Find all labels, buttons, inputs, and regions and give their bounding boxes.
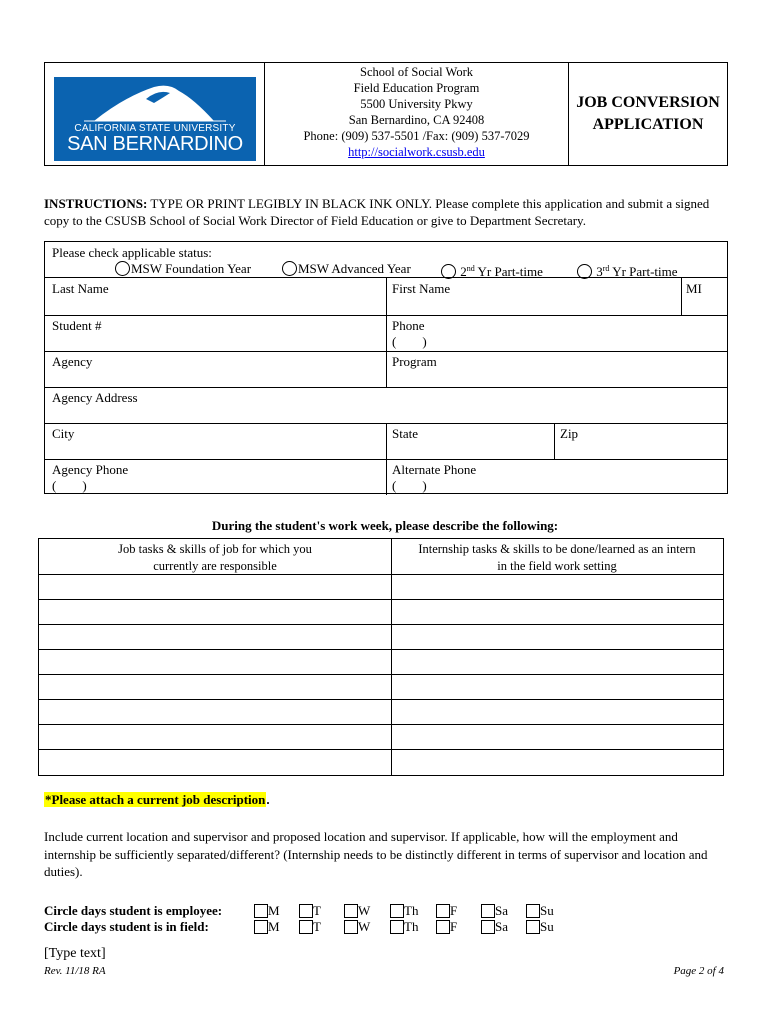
zip-label: Zip: [560, 426, 579, 441]
website-link[interactable]: http://socialwork.csusb.edu: [348, 145, 485, 159]
radio-icon[interactable]: [577, 264, 592, 279]
form-title: [569, 63, 727, 165]
address-line: Field Education Program: [353, 81, 480, 95]
day-checkbox-w[interactable]: W: [344, 903, 370, 919]
address-line: 5500 University Pkwy: [360, 97, 473, 111]
radio-icon[interactable]: [115, 261, 130, 276]
field-days-row: [44, 919, 554, 935]
status-option-foundation[interactable]: MSW Foundation Year: [115, 260, 251, 277]
form-title-line2: APPLICATION: [592, 116, 704, 133]
instructions-label: INSTRUCTIONS:: [44, 196, 148, 211]
day-checkbox-m[interactable]: M: [254, 919, 280, 935]
tasks-header-job: Job tasks & skills of job for which you currently are responsible: [118, 542, 312, 573]
day-checkbox-t[interactable]: T: [299, 919, 321, 935]
phone-label: Phone: [392, 318, 425, 333]
student-number-label: Student #: [52, 318, 102, 333]
employee-days-row: [44, 903, 554, 919]
day-checkbox-su[interactable]: Su: [526, 919, 554, 935]
day-checkbox-su[interactable]: Su: [526, 903, 554, 919]
agency-label: Agency: [52, 354, 93, 369]
day-checkbox-m[interactable]: M: [254, 903, 280, 919]
city-label: City: [52, 426, 75, 441]
location-paragraph: Include current location and supervisor and proposed location and supervisor. If applicable, how will the employment and internship be sufficiently separated/different? (Internship needs to be distinctly different in terms of supervisor and location and duties).: [44, 829, 708, 879]
status-option-advanced[interactable]: MSW Advanced Year: [282, 260, 411, 277]
attach-note: *Please attach a current job description: [45, 792, 266, 807]
first-name-label: First Name: [392, 281, 451, 296]
radio-icon[interactable]: [282, 261, 297, 276]
status-option-2nd-yr[interactable]: 2nd Yr Part-time: [441, 260, 543, 280]
header-table: [44, 62, 728, 166]
attach-note-row: *Please attach a current job description.: [45, 792, 270, 807]
day-checkbox-f[interactable]: F: [436, 919, 457, 935]
logo-text-top: CALIFORNIA STATE UNIVERSITY: [74, 123, 236, 134]
employee-days-label: Circle days student is employee:: [44, 903, 223, 918]
instructions: [44, 195, 734, 229]
field-days-label: Circle days student is in field:: [44, 919, 209, 934]
day-checkbox-sa[interactable]: Sa: [481, 903, 508, 919]
university-logo: [54, 77, 256, 161]
page-number: Page 2 of 4: [673, 965, 724, 977]
day-checkbox-t[interactable]: T: [299, 903, 321, 919]
type-text-placeholder: [Type text]: [44, 946, 106, 961]
day-checkbox-w[interactable]: W: [344, 919, 370, 935]
address-line: School of Social Work: [360, 65, 473, 79]
day-checkbox-th[interactable]: Th: [390, 919, 418, 935]
logo-text-bottom: SAN BERNARDINO: [67, 133, 243, 155]
address-block: [265, 63, 569, 165]
day-checkbox-f[interactable]: F: [436, 903, 457, 919]
agency-phone-area-code: ( ): [52, 478, 87, 493]
day-checkbox-sa[interactable]: Sa: [481, 919, 508, 935]
form-title-line1: JOB CONVERSION: [576, 94, 720, 111]
status-prompt: Please check applicable status:: [52, 245, 212, 260]
status-option-3rd-yr[interactable]: 3rd Yr Part-time: [577, 260, 678, 280]
day-checkbox-th[interactable]: Th: [390, 903, 418, 919]
tasks-section-title: During the student's work week, please describe the following:: [211, 518, 559, 533]
revision-note: Rev. 11/18 RA: [44, 965, 106, 977]
radio-icon[interactable]: [441, 264, 456, 279]
address-line: San Bernardino, CA 92408: [348, 113, 485, 127]
tasks-header-internship: Internship tasks & skills to be done/learned as an intern in the field work setting: [418, 542, 696, 573]
last-name-label: Last Name: [52, 281, 109, 296]
state-label: State: [392, 426, 418, 441]
address-line: Phone: (909) 537-5501 /Fax: (909) 537-7029: [303, 129, 530, 143]
applicant-info-form: [44, 241, 728, 494]
alternate-phone-area-code: ( ): [392, 478, 427, 493]
program-label: Program: [392, 354, 437, 369]
instructions-text: TYPE OR PRINT LEGIBLY IN BLACK INK ONLY. Please complete this application and submit a signed copy to the CSUSB School of Social Work Director of Field Education or give to Department Secretary.: [44, 196, 710, 228]
alternate-phone-label: Alternate Phone: [392, 462, 477, 477]
mountain-icon: [54, 77, 256, 123]
agency-address-label: Agency Address: [52, 390, 138, 405]
tasks-table: [38, 538, 724, 776]
agency-phone-label: Agency Phone: [52, 462, 129, 477]
logo-cell: [45, 63, 265, 165]
mi-label: MI: [686, 281, 702, 296]
phone-area-code: ( ): [392, 334, 427, 349]
